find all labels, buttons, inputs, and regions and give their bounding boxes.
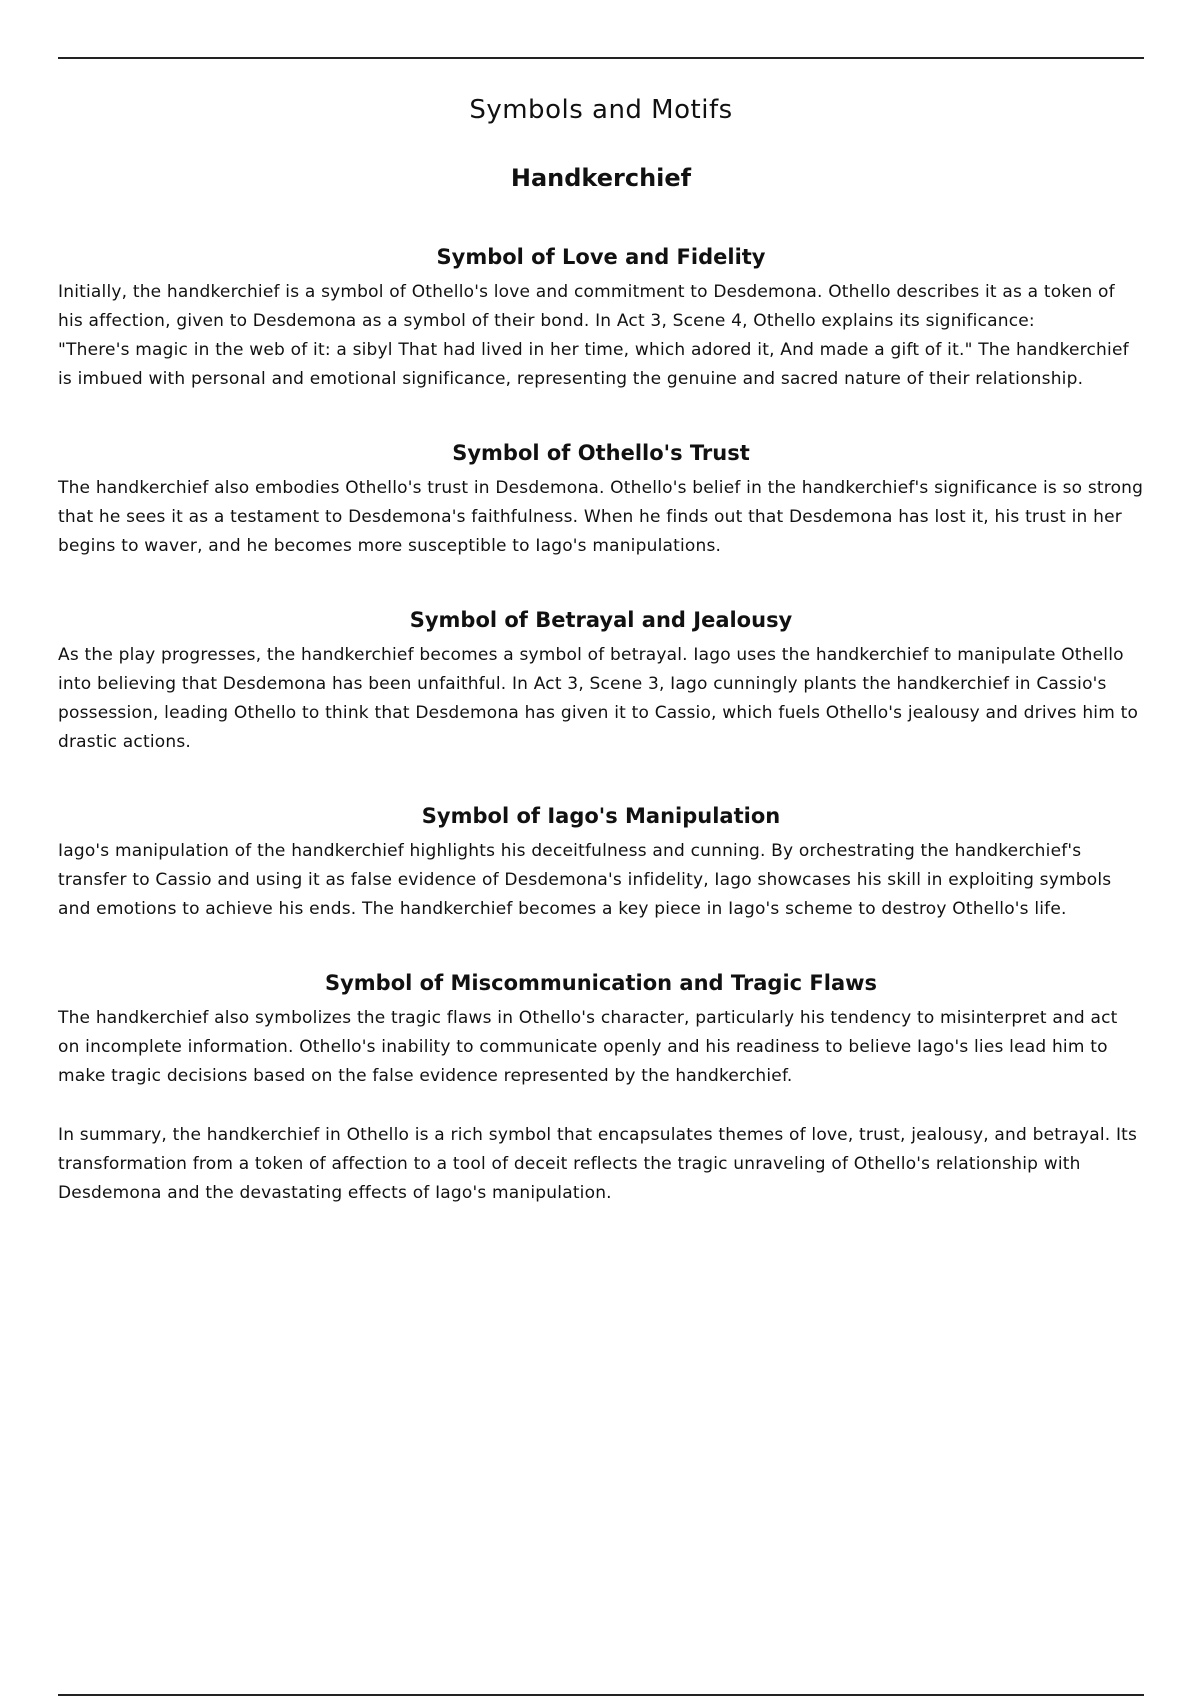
top-divider — [58, 57, 1144, 59]
section-iago-manipulation — [58, 801, 1144, 924]
summary-paragraph: In summary, the handkerchief in Othello is a rich symbol that encapsulates themes of love, trust, jealousy, and betrayal. Its transformation from a token of affection to a tool of deceit reflects the tragic unraveling of Othello's relationship with Desdemona and the devastating effects of Iago's manipulation. — [58, 1125, 1138, 1203]
section-paragraph: The handkerchief also symbolizes the tragic flaws in Othello's character, particularly his tendency to misinterpret and act on incomplete information. Othello's inability to communicate openly and his readiness to believe Iago's lies lead him to make tragic decisions based on the false evidence represented by the handkerchief. — [58, 1008, 1118, 1086]
section-paragraph: Initially, the handkerchief is a symbol of Othello's love and commitment to Desdemona. Othello describes it as a token of his affection, given to Desdemona as a symbol of their bond. In Act 3, Scene 4, Othello explains its significance: — [58, 282, 1115, 331]
section-heading: Symbol of Iago's Manipulation — [421, 804, 781, 828]
section-heading: Symbol of Love and Fidelity — [436, 245, 766, 269]
section-heading: Symbol of Othello's Trust — [452, 441, 750, 465]
bottom-divider — [58, 1694, 1144, 1696]
section-paragraph: "There's magic in the web of it: a sibyl That had lived in her time, which adored it, And made a gift of it." The handkerchief is imbued with personal and emotional significance, representing the genuine and sacred nature of their relationship. — [58, 340, 1129, 389]
document-body — [58, 60, 1144, 1208]
section-betrayal-jealousy — [58, 605, 1144, 757]
section-heading: Symbol of Betrayal and Jealousy — [409, 608, 793, 632]
page-title: Symbols and Motifs — [469, 95, 733, 125]
section-love-fidelity — [58, 242, 1144, 394]
section-othello-trust — [58, 438, 1144, 561]
page-subtitle: Handkerchief — [510, 164, 692, 192]
section-miscommunication — [58, 968, 1144, 1091]
section-heading: Symbol of Miscommunication and Tragic Flaws — [324, 971, 878, 995]
section-paragraph: As the play progresses, the handkerchief becomes a symbol of betrayal. Iago uses the handkerchief to manipulate Othello into believing that Desdemona has been unfaithful. In Act 3, Scene 3, Iago cunningly plants the handkerchief in Cassio's possession, leading Othello to think that Desdemona has given it to Cassio, which fuels Othello's jealousy and drives him to drastic actions. — [58, 645, 1139, 752]
section-paragraph: Iago's manipulation of the handkerchief highlights his deceitfulness and cunning. By orchestrating the handkerchief's transfer to Cassio and using it as false evidence of Desdemona's infidelity, Iago showcases his skill in exploiting symbols and emotions to achieve his ends. The handkerchief becomes a key piece in Iago's scheme to destroy Othello's life. — [58, 841, 1112, 919]
section-paragraph: The handkerchief also embodies Othello's trust in Desdemona. Othello's belief in the handkerchief's significance is so strong that he sees it as a testament to Desdemona's faithfulness. When he finds out that Desdemona has lost it, his trust in her begins to waver, and he becomes more susceptible to Iago's manipulations. — [58, 478, 1144, 556]
